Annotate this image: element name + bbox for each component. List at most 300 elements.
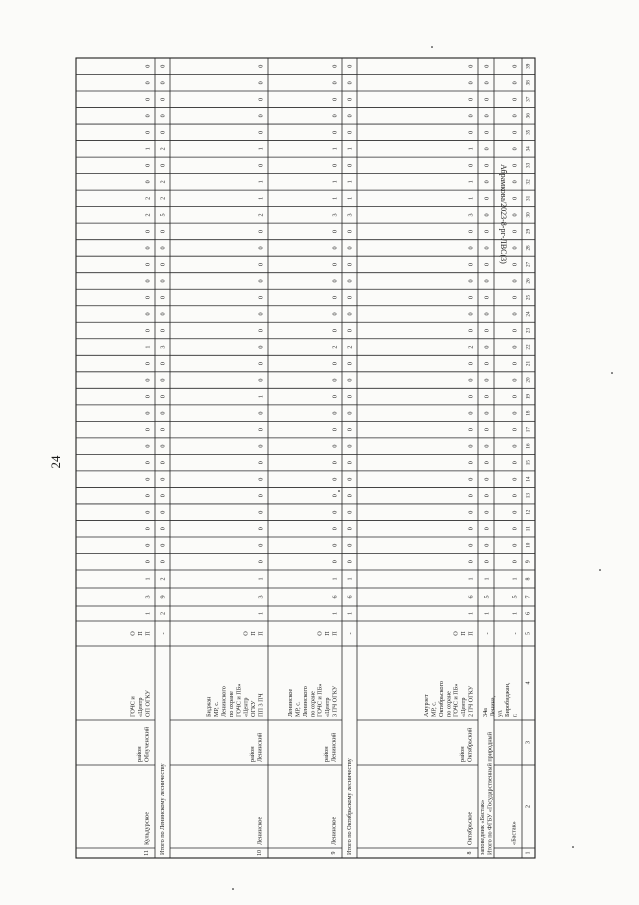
column-header: 25 <box>525 294 532 301</box>
value-cell: 0 <box>511 213 519 217</box>
value-cell: 0 <box>511 328 519 333</box>
value-cell: 1 <box>257 395 265 399</box>
unit-name: Ленинского <box>220 686 228 717</box>
value-cell: 0 <box>467 378 475 382</box>
value-cell: 0 <box>346 477 354 481</box>
value-cell: 0 <box>159 494 167 498</box>
unit-name: «Центр <box>324 697 332 717</box>
value-cell: 0 <box>483 461 491 465</box>
value-cell: 0 <box>467 444 475 448</box>
value-cell: 0 <box>144 560 152 564</box>
value-cell: 0 <box>483 543 491 547</box>
value-cell: 0 <box>257 345 265 349</box>
value-cell: 0 <box>511 196 519 200</box>
raion-name: Октябрьский <box>466 727 474 762</box>
value-cell: 0 <box>331 163 339 167</box>
value-cell: 0 <box>511 312 519 316</box>
value-cell: 0 <box>331 262 339 266</box>
value-cell: 0 <box>511 130 519 134</box>
value-cell: 0 <box>511 345 519 349</box>
value-cell: 0 <box>346 279 354 283</box>
value-cell: 0 <box>159 328 167 333</box>
column-header: 1 <box>525 851 532 855</box>
value-cell: 0 <box>483 262 491 266</box>
value-cell: 0 <box>483 213 491 217</box>
value-cell: 0 <box>144 510 152 514</box>
type-letter: П <box>137 631 144 636</box>
value-cell: 0 <box>467 262 475 266</box>
value-cell: 0 <box>144 246 152 250</box>
value-cell: 2 <box>159 196 167 200</box>
column-header: 19 <box>525 393 532 400</box>
value-cell: 0 <box>331 328 339 333</box>
value-cell: 0 <box>467 411 475 415</box>
value-cell: 1 <box>483 611 491 616</box>
value-cell: 0 <box>331 411 339 415</box>
value-cell: 0 <box>331 246 339 250</box>
value-cell: 0 <box>511 444 519 448</box>
unit-name: МР, с. <box>213 701 221 717</box>
value-cell: 0 <box>483 114 491 118</box>
value-cell: 0 <box>467 246 475 250</box>
value-cell: 0 <box>257 362 265 366</box>
value-cell: 0 <box>511 64 519 68</box>
unit-name: МР, с. <box>294 701 302 717</box>
value-cell: 0 <box>483 527 491 531</box>
type-letter: О <box>452 631 460 636</box>
value-cell: 3 <box>331 213 339 217</box>
value-cell: 0 <box>467 527 475 531</box>
value-cell: 0 <box>257 81 265 85</box>
total-row-label: Итого по Ленинскому лесничеству <box>159 763 166 855</box>
value-cell: 1 <box>144 345 152 349</box>
value-cell: 0 <box>346 543 354 547</box>
value-cell: 0 <box>511 378 519 382</box>
value-cell: 1 <box>144 577 152 581</box>
value-cell: 2 <box>467 345 475 349</box>
value-cell: 0 <box>346 81 354 85</box>
value-cell: 0 <box>346 97 354 101</box>
scan-speck <box>572 846 574 848</box>
value-cell: 0 <box>483 180 491 184</box>
value-cell: 2 <box>331 345 339 349</box>
value-cell: 0 <box>159 279 167 283</box>
value-cell: 0 <box>483 510 491 514</box>
column-header: 20 <box>525 377 532 383</box>
value-cell: 0 <box>144 378 152 382</box>
column-header: 7 <box>525 595 532 599</box>
value-cell: 0 <box>257 312 265 316</box>
value-cell: 1 <box>483 577 491 581</box>
column-header: 28 <box>525 245 532 251</box>
value-cell: 0 <box>144 395 152 399</box>
value-cell: 0 <box>257 527 265 531</box>
raion-name: Ленинский <box>330 732 338 762</box>
column-header: 8 <box>525 577 532 581</box>
value-cell: 0 <box>331 428 339 432</box>
value-cell: 0 <box>511 147 519 151</box>
value-cell: 0 <box>159 246 167 250</box>
column-header: 14 <box>525 476 532 482</box>
value-cell: 0 <box>467 494 475 498</box>
value-cell: 0 <box>346 527 354 531</box>
value-cell: 0 <box>483 378 491 382</box>
type-letter: П <box>144 631 152 636</box>
unit-name: Биджан <box>205 696 213 717</box>
value-cell: 0 <box>511 362 519 366</box>
value-cell: 0 <box>483 163 491 167</box>
district-name: «Бастак» <box>510 821 518 845</box>
value-cell: 0 <box>467 510 475 514</box>
value-cell: 0 <box>331 362 339 366</box>
type-letter: О <box>316 631 324 636</box>
type-cell: - <box>346 632 354 635</box>
column-header: 3 <box>525 741 532 744</box>
scan-speck <box>599 569 601 571</box>
column-header: 30 <box>525 212 532 218</box>
column-header: 33 <box>525 162 532 168</box>
column-header: 9 <box>525 560 532 564</box>
value-cell: 1 <box>257 611 265 616</box>
column-header: 32 <box>525 179 532 185</box>
value-cell: 1 <box>144 611 152 616</box>
value-cell: 0 <box>144 411 152 415</box>
row-number: 8 <box>467 851 473 855</box>
value-cell: 0 <box>159 444 167 448</box>
value-cell: 0 <box>159 262 167 266</box>
value-cell: 6 <box>346 595 354 599</box>
unit-name: Амурзет <box>423 694 431 717</box>
value-cell: 5 <box>483 595 491 599</box>
value-cell: 0 <box>144 527 152 531</box>
value-cell: 0 <box>331 114 339 118</box>
unit-name: Биробиджан, <box>504 682 512 717</box>
unit-name: Ленина, <box>489 695 497 717</box>
value-cell: 0 <box>159 378 167 382</box>
value-cell: 0 <box>511 81 519 85</box>
value-cell: 0 <box>257 494 265 498</box>
value-cell: 1 <box>467 180 475 184</box>
value-cell: 0 <box>331 312 339 316</box>
value-cell: 0 <box>467 81 475 85</box>
value-cell: 0 <box>346 444 354 448</box>
value-cell: 0 <box>257 279 265 283</box>
value-cell: 0 <box>159 477 167 481</box>
value-cell: 0 <box>511 411 519 415</box>
unit-name: 3 ПЧ ОГКУ <box>331 685 339 717</box>
unit-name: ГОЧС и <box>129 696 137 717</box>
value-cell: 0 <box>511 180 519 184</box>
scan-speck <box>338 490 340 492</box>
value-cell: 0 <box>257 477 265 481</box>
value-cell: 0 <box>331 64 339 68</box>
value-cell: 0 <box>467 395 475 399</box>
unit-name: по охране <box>445 691 453 717</box>
value-cell: 1 <box>346 196 354 200</box>
value-cell: 0 <box>467 362 475 366</box>
value-cell: 0 <box>511 527 519 531</box>
value-cell: 1 <box>467 611 475 616</box>
column-header: 26 <box>525 278 532 284</box>
value-cell: 0 <box>483 444 491 448</box>
value-cell: 1 <box>346 147 354 151</box>
value-cell: 0 <box>257 428 265 432</box>
column-header: 6 <box>525 612 532 615</box>
value-cell: 0 <box>331 461 339 465</box>
value-cell: 3 <box>159 345 167 349</box>
value-cell: 0 <box>346 262 354 266</box>
column-header: 4 <box>525 681 532 685</box>
value-cell: 1 <box>511 577 519 581</box>
column-header: 2 <box>525 805 532 808</box>
value-cell: 2 <box>144 213 152 217</box>
value-cell: 0 <box>483 328 491 333</box>
value-cell: 1 <box>257 196 265 200</box>
type-letter: П <box>257 631 265 636</box>
row-number: 10 <box>257 850 263 856</box>
row-number: 9 <box>331 851 337 855</box>
value-cell: 0 <box>144 461 152 465</box>
value-cell: 6 <box>331 595 339 599</box>
type-letter: О <box>242 631 250 636</box>
value-cell: 0 <box>483 147 491 151</box>
value-cell: 0 <box>159 510 167 514</box>
value-cell: 5 <box>511 595 519 599</box>
value-cell: 0 <box>346 494 354 498</box>
document-code: Абрамкова/2023-8-рг-ЛВС(3) <box>499 164 508 264</box>
value-cell: 1 <box>257 180 265 184</box>
value-cell: 0 <box>467 543 475 547</box>
page-number: 24 <box>48 455 63 469</box>
value-cell: 2 <box>257 213 265 217</box>
column-header: 15 <box>525 460 532 466</box>
type-cell: - <box>159 632 167 635</box>
value-cell: 0 <box>511 163 519 167</box>
value-cell: 0 <box>467 229 475 233</box>
value-cell: 0 <box>144 97 152 101</box>
value-cell: 0 <box>144 130 152 134</box>
value-cell: 0 <box>346 229 354 233</box>
column-header: 5 <box>525 632 532 635</box>
value-cell: 0 <box>331 130 339 134</box>
value-cell: 2 <box>144 196 152 200</box>
value-cell: 0 <box>346 378 354 382</box>
value-cell: 1 <box>467 577 475 581</box>
unit-name: Ленинского <box>301 686 309 717</box>
type-letter: П <box>324 631 331 636</box>
raion-name: Ленинский <box>256 732 264 762</box>
value-cell: 0 <box>467 97 475 101</box>
unit-name: по охране <box>309 691 317 717</box>
value-cell: 0 <box>144 64 152 68</box>
value-cell: 0 <box>467 560 475 564</box>
value-cell: 0 <box>144 114 152 118</box>
value-cell: 0 <box>144 362 152 366</box>
value-cell: 1 <box>346 180 354 184</box>
value-cell: 0 <box>331 378 339 382</box>
unit-name: «Центр <box>460 697 468 717</box>
value-cell: 0 <box>257 560 265 564</box>
value-cell: 0 <box>257 114 265 118</box>
value-cell: 0 <box>483 81 491 85</box>
value-cell: 0 <box>511 477 519 481</box>
unit-name: ПП 3 ПЧ <box>257 693 265 717</box>
value-cell: 0 <box>511 494 519 498</box>
value-cell: 0 <box>511 97 519 101</box>
value-cell: 0 <box>467 461 475 465</box>
value-cell: 9 <box>159 595 167 599</box>
value-cell: 0 <box>257 328 265 333</box>
district-name: Ленинское <box>256 816 264 845</box>
value-cell: 0 <box>159 312 167 316</box>
value-cell: 1 <box>257 577 265 581</box>
district-name: Кульдурское <box>143 811 151 845</box>
value-cell: 0 <box>467 279 475 283</box>
value-cell: 0 <box>467 114 475 118</box>
value-cell: 1 <box>346 611 354 616</box>
column-header: 27 <box>525 261 532 268</box>
value-cell: 0 <box>144 477 152 481</box>
value-cell: 0 <box>144 163 152 167</box>
column-header: 16 <box>525 443 532 449</box>
value-cell: 1 <box>331 147 339 151</box>
total-row-label: заповедник «Бастак» <box>478 799 486 855</box>
value-cell: 0 <box>257 444 265 448</box>
unit-name: ОГКУ <box>250 700 258 717</box>
value-cell: 0 <box>467 312 475 316</box>
value-cell: 0 <box>483 362 491 366</box>
column-header: 23 <box>525 327 532 334</box>
value-cell: 0 <box>346 328 354 333</box>
unit-name: г. <box>511 713 519 717</box>
value-cell: 0 <box>159 163 167 167</box>
value-cell: 0 <box>483 477 491 481</box>
value-cell: 0 <box>144 428 152 432</box>
value-cell: 0 <box>257 378 265 382</box>
value-cell: 2 <box>159 180 167 184</box>
value-cell: 3 <box>257 595 265 599</box>
value-cell: 0 <box>483 64 491 68</box>
value-cell: 0 <box>483 246 491 250</box>
value-cell: 0 <box>257 229 265 233</box>
unit-name: «Центр <box>242 697 250 717</box>
value-cell: 0 <box>144 444 152 448</box>
value-cell: 0 <box>257 461 265 465</box>
type-letter: П <box>467 631 475 636</box>
value-cell: 0 <box>331 494 339 498</box>
value-cell: 0 <box>483 560 491 564</box>
value-cell: 0 <box>467 428 475 432</box>
value-cell: 0 <box>159 362 167 366</box>
value-cell: 0 <box>144 279 152 283</box>
value-cell: 5 <box>159 213 167 217</box>
value-cell: 0 <box>331 543 339 547</box>
value-cell: 0 <box>257 130 265 134</box>
type-cell: - <box>483 632 491 635</box>
value-cell: 0 <box>467 477 475 481</box>
unit-name: Ленинское <box>287 688 295 717</box>
column-header: 18 <box>525 410 532 416</box>
value-cell: 0 <box>159 295 167 300</box>
value-cell: 0 <box>144 543 152 547</box>
value-cell: 0 <box>346 428 354 432</box>
value-cell: 1 <box>144 147 152 151</box>
raion-name: район <box>459 746 467 762</box>
column-header: 24 <box>525 311 532 317</box>
value-cell: 0 <box>331 477 339 481</box>
value-cell: 0 <box>346 163 354 167</box>
value-cell: 0 <box>159 130 167 134</box>
scan-speck <box>232 888 234 890</box>
value-cell: 2 <box>346 345 354 349</box>
value-cell: 0 <box>346 246 354 250</box>
value-cell: 1 <box>511 611 519 616</box>
unit-name: по охране <box>227 691 235 717</box>
value-cell: 0 <box>346 312 354 316</box>
value-cell: 0 <box>483 312 491 316</box>
value-cell: 0 <box>331 295 339 300</box>
value-cell: 0 <box>331 279 339 283</box>
value-cell: 1 <box>467 147 475 151</box>
value-cell: 0 <box>159 428 167 432</box>
value-cell: 0 <box>257 411 265 415</box>
raion-name: район <box>323 746 331 762</box>
value-cell: 1 <box>467 196 475 200</box>
value-cell: 0 <box>511 246 519 250</box>
unit-name: ГОЧС и ПБ» <box>316 683 324 717</box>
value-cell: 0 <box>257 97 265 101</box>
unit-name: 2 ПЧ ОГКУ <box>467 685 475 717</box>
value-cell: 0 <box>257 262 265 266</box>
value-cell: 0 <box>144 295 152 300</box>
unit-name: 34а <box>481 708 489 717</box>
value-cell: 0 <box>159 64 167 68</box>
value-cell: 0 <box>331 444 339 448</box>
value-cell: 1 <box>257 147 265 151</box>
value-cell: 0 <box>483 411 491 415</box>
value-cell: 0 <box>346 461 354 465</box>
value-cell: 0 <box>144 81 152 85</box>
column-header: 21 <box>525 360 532 367</box>
column-header: 10 <box>525 542 532 548</box>
column-header: 31 <box>525 195 532 201</box>
value-cell: 0 <box>331 97 339 101</box>
value-cell: 0 <box>346 560 354 564</box>
value-cell: 2 <box>159 577 167 581</box>
value-cell: 0 <box>159 560 167 564</box>
value-cell: 0 <box>467 295 475 300</box>
value-cell: 0 <box>511 395 519 399</box>
value-cell: 0 <box>257 246 265 250</box>
value-cell: 0 <box>159 395 167 399</box>
value-cell: 3 <box>144 595 152 599</box>
value-cell: 0 <box>159 81 167 85</box>
value-cell: 1 <box>331 577 339 581</box>
column-header: 22 <box>525 344 532 350</box>
value-cell: 0 <box>144 312 152 316</box>
unit-name: ул. <box>496 709 504 717</box>
value-cell: 0 <box>144 180 152 184</box>
column-header: 34 <box>525 146 532 152</box>
type-letter: П <box>331 631 339 636</box>
value-cell: 0 <box>483 130 491 134</box>
value-cell: 0 <box>511 461 519 465</box>
value-cell: 0 <box>257 543 265 547</box>
raion-name: район <box>249 746 257 762</box>
value-cell: 0 <box>467 328 475 333</box>
column-header: 12 <box>525 509 532 515</box>
value-cell: 0 <box>144 229 152 233</box>
